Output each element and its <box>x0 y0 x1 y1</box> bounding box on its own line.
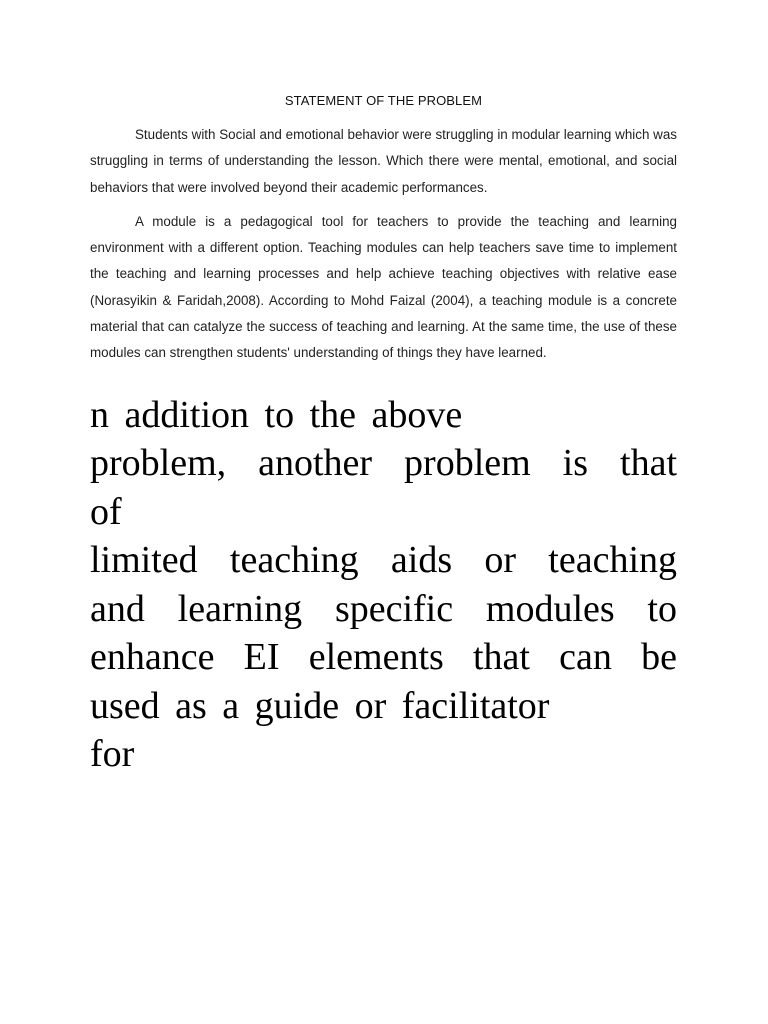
large-text-line: n addition to the above <box>90 393 463 436</box>
document-page <box>90 0 677 779</box>
large-text-line: problem, another problem is that <box>90 442 677 485</box>
paragraph-1: Students with Social and emotional behavior were struggling in modular learning which was struggling in terms of understanding the lesson. Which there were mental, emotional, and social behaviors that were involved beyond their academic performances. <box>90 127 677 195</box>
large-text-block <box>90 391 677 779</box>
large-text-line: and learning specific modules to <box>90 587 677 630</box>
document-title: STATEMENT OF THE PROBLEM <box>284 93 483 108</box>
large-text-line: limited teaching aids or teaching <box>90 539 677 582</box>
large-text-line: for <box>90 733 135 776</box>
large-text-line: enhance EI elements that can be <box>90 636 677 679</box>
large-text-line: used as a guide or facilitator <box>90 684 550 727</box>
large-text-line: of <box>90 490 122 533</box>
paragraph-2: A module is a pedagogical tool for teachers to provide the teaching and learning environment with a different option. Teaching modules can help teachers save time to implement the teaching and learning processes and help achieve teaching objectives with relative ease (Norasyikin & Faridah,2008). According to Mohd Faizal (2004), a teaching module is a concrete material that can catalyze the success of teaching and learning. At the same time, the use of these modules can strengthen students' understanding of things they have learned. <box>90 213 677 361</box>
